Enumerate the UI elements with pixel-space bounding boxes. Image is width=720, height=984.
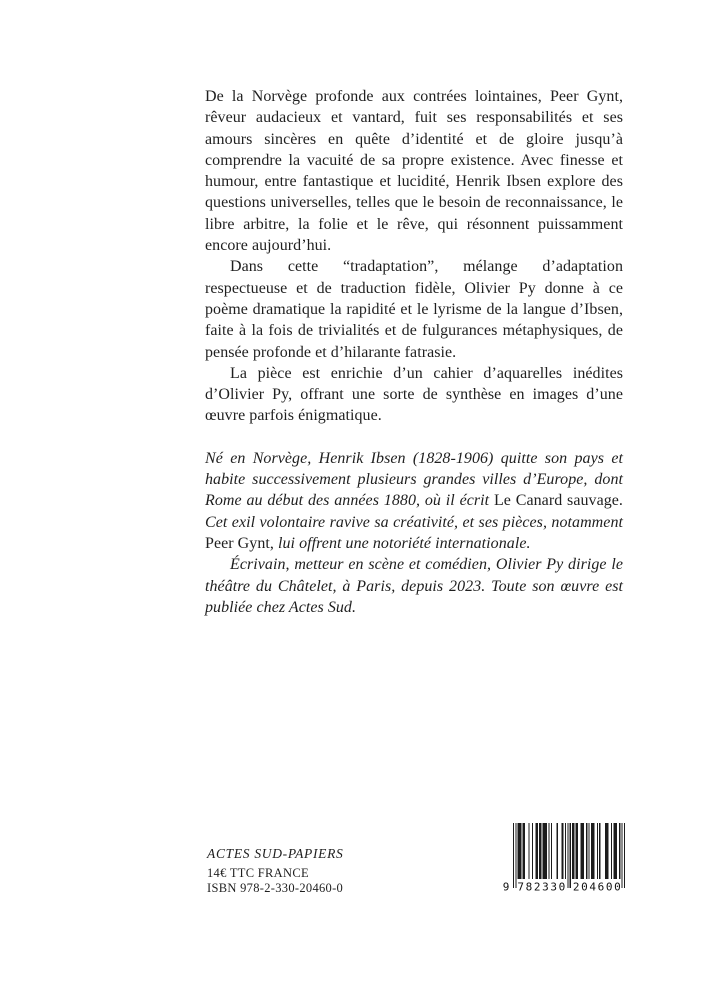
author-bio bbox=[205, 448, 623, 618]
publisher-logo: ACTES SUD-PAPIERS bbox=[207, 846, 344, 861]
synopsis-paragraph-2: Dans cette “tradaptation”, mélange d’adaptation respectueuse et de traduction fidèle, Olivier Py donne à ce poème dramatique la rapidité et le lyrisme de la langue d’Ibsen, faite à la fois de trivialités et de fulgurances métaphysiques, de pensée profonde et d’hilarante fatrasie. bbox=[205, 258, 623, 361]
svg-text:3: 3 bbox=[542, 880, 549, 893]
svg-text:4: 4 bbox=[589, 880, 596, 893]
svg-text:8: 8 bbox=[525, 880, 533, 893]
bio-paragraph-py: Écrivain, metteur en scène et comédien, Olivier Py dirige le théâtre du Châtelet, à Paris, depuis 2023. Toute son œuvre est publiée chez Actes Sud. bbox=[205, 556, 623, 616]
svg-text:9: 9 bbox=[502, 880, 510, 893]
svg-text:2: 2 bbox=[533, 880, 541, 893]
isbn-text: ISBN 978-2-330-20460-0 bbox=[207, 881, 344, 895]
synopsis-paragraph-1: De la Norvège profonde aux contrées lointaines, Peer Gynt, rêveur audacieux et vantard, fuit ses responsabilités et ses amours sincères en quête d’identité et de gloire jusqu’à comprendre la vacuité de sa propre existence. Avec finesse et humour, entre fantastique et lucidité, Henrik Ibsen explore des questions universelles, telles que le besoin de reconnaissance, le libre arbitre, la folie et le rêve, qui résonnent puissamment encore aujourd’hui. bbox=[205, 88, 623, 255]
svg-text:2: 2 bbox=[572, 880, 580, 893]
svg-text:6: 6 bbox=[597, 880, 605, 893]
svg-text:7: 7 bbox=[517, 880, 524, 893]
bio-paragraph-ibsen: Né en Norvège, Henrik Ibsen (1828-1906) quitte son pays et habite successivement plusieurs grandes villes d’Europe, dont Rome au début des années 1880, où il écrit Le Canard sauvage. Cet exil volontaire ravive sa créativité, et ses pièces, notamment Peer Gynt, lui offrent une notoriété internationale. bbox=[205, 449, 623, 552]
svg-text:0: 0 bbox=[558, 880, 566, 893]
svg-text:0: 0 bbox=[605, 880, 613, 893]
price-text: 14€ TTC FRANCE bbox=[207, 866, 309, 880]
synopsis-paragraph-3: La pièce est enrichie d’un cahier d’aquarelles inédites d’Olivier Py, offrant une sorte de synthèse en images d’une œuvre parfois énigmatique. bbox=[205, 364, 623, 425]
ean13-barcode bbox=[501, 822, 629, 893]
synopsis bbox=[205, 86, 623, 427]
imprint-block bbox=[207, 846, 344, 896]
svg-text:0: 0 bbox=[614, 880, 621, 893]
back-cover-text bbox=[205, 86, 623, 618]
svg-text:0: 0 bbox=[581, 880, 588, 893]
svg-text:3: 3 bbox=[550, 880, 558, 893]
